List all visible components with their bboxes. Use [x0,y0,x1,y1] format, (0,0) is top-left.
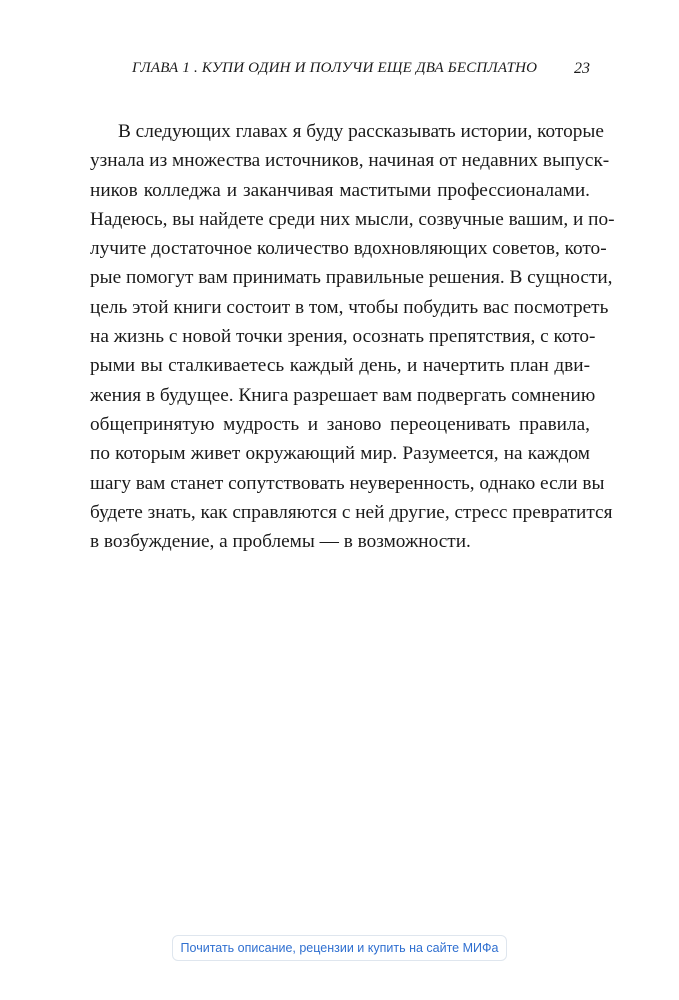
buy-on-mif-link[interactable]: Почитать описание, рецензии и купить на сайте МИФа [172,935,507,961]
text-line: в возбуждение, а проблемы — в возможности. [90,531,471,553]
text-line: общепринятую мудрость и заново переоценивать правила, [90,413,590,435]
text-line: узнала из множества источников, начиная от недавних выпуск- [90,150,610,172]
text-line: В следующих главах я буду рассказывать истории, которые [118,121,604,142]
text-line: рые помогут вам принимать правильные решения. В сущности, [90,267,613,289]
page-number: 23 [574,60,590,77]
chapter-title: ГЛАВА 1 . КУПИ ОДИН И ПОЛУЧИ ЕЩЕ ДВА БЕСПЛАТНО [132,60,538,76]
text-line: будете знать, как справляются с ней другие, стресс превратится [90,501,613,523]
text-line: шагу вам станет сопутствовать неуверенность, однако если вы [90,472,605,494]
text-line: ников колледжа и заканчивая маститыми профессионалами. [90,179,590,201]
text-line: цель этой книги состоит в том, чтобы побудить вас посмотреть [90,296,609,318]
text-line: лучите достаточное количество вдохновляющих советов, кото- [90,238,607,260]
text-line: на жизнь с новой точки зрения, осознать препятствия, с кото- [90,326,596,348]
body-paragraph [90,117,615,556]
text-line: рыми вы сталкиваетесь каждый день, и начертить план дви- [90,355,590,377]
text-line: по которым живет окружающий мир. Разумеется, на каждом [90,443,590,465]
running-head [90,60,590,82]
text-line: жения в будущее. Книга разрешает вам подвергать сомнению [90,384,596,406]
text-line: Надеюсь, вы найдете среди них мысли, созвучные вашим, и по- [90,208,615,230]
